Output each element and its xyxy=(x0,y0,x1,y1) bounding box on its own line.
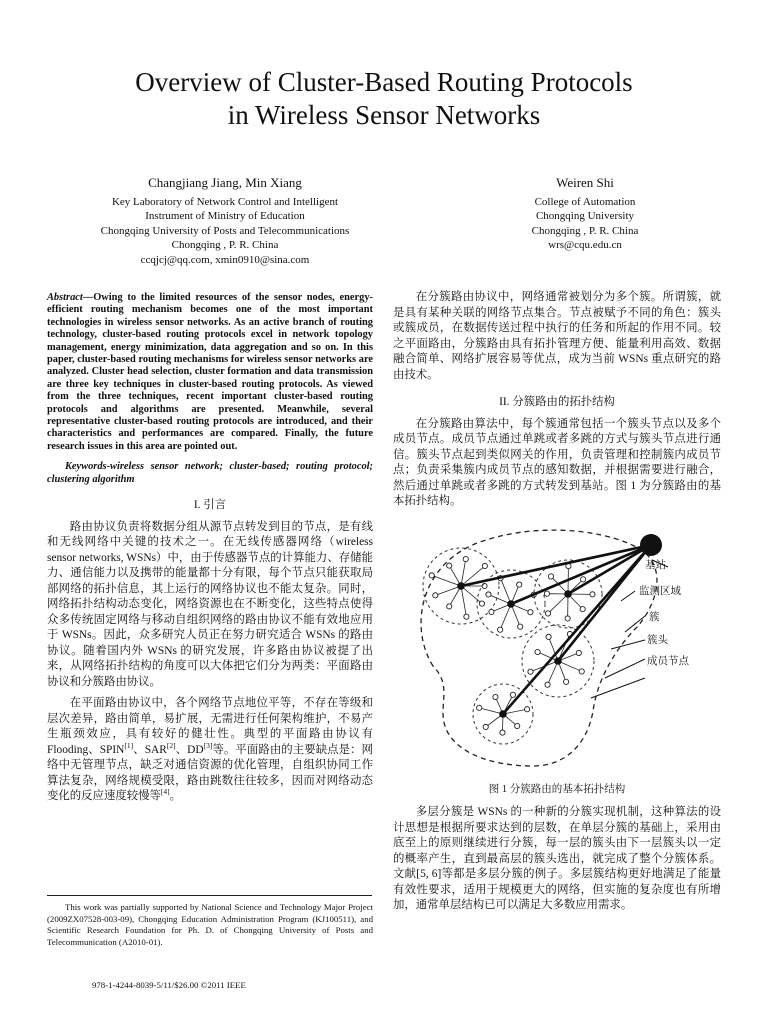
topology-paragraph-1: 在分簇路由算法中，每个簇通常包括一个簇头节点以及多个成员节点。成员节点通过单跳或者多跳的方式与簇头节点进行通信。簇头节点起到类似网关的作用，负责管理和控制簇内成员节点；负责采集簇内成员节点的感知数据，并根据需要进行融合，然后通过单跳或者多跳的方式转发到基站。图 1 为分簇路由的基本拓扑结构。 xyxy=(393,417,721,507)
member-node xyxy=(565,615,570,620)
title-line-1: Overview of Cluster-Based Routing Protocols xyxy=(135,67,633,97)
citation: [3] xyxy=(203,740,213,750)
member-node xyxy=(579,668,584,673)
affiliation-line: Chongqing University of Posts and Telecommunications xyxy=(100,224,350,237)
affiliation-line: Chongqing University xyxy=(535,210,635,222)
member-node xyxy=(433,592,438,597)
keywords: Keywords-wireless sensor network; cluster-based; routing protocol; clustering algorithm xyxy=(47,461,373,485)
member-node xyxy=(590,591,595,596)
author-email: ccqjcj@qq.com, xmin0910@sina.com xyxy=(140,253,310,266)
figure-caption: 图 1 分簇路由的基本拓扑结构 xyxy=(488,783,626,795)
author-block-left xyxy=(40,176,410,267)
abstract xyxy=(47,292,373,453)
member-node xyxy=(489,609,494,614)
member-node xyxy=(500,729,505,734)
right-paragraph-1: 在分簇路由协议中，网络通常被划分为多个簇。所谓簇，就是具有某种关联的网络节点集合。节点被赋予不同的角色：簇头或簇成员，在数据传送过程中执行的任务和所起的作用不同。较之平面路由，分簇路由具有拓扑管理方便、能量利用高效、数据融合简单、网络扩展容易等优点，成为当前 WSNs 重点研究的路由技术。 xyxy=(393,291,721,381)
member-link xyxy=(461,586,466,617)
member-node xyxy=(525,706,530,711)
pointer-line xyxy=(611,640,645,649)
member-link xyxy=(432,575,461,586)
abstract-label: Abstract xyxy=(47,292,83,303)
label-base-station: 基站 xyxy=(645,558,666,571)
member-node xyxy=(464,614,469,619)
author-block-right xyxy=(420,176,750,253)
member-node xyxy=(546,634,551,639)
member-node xyxy=(518,624,523,629)
label-cluster-head: 簇头 xyxy=(647,633,668,646)
left-column xyxy=(47,292,373,811)
member-node xyxy=(528,609,533,614)
right-column xyxy=(393,290,721,920)
citation: [4] xyxy=(160,787,170,797)
member-node xyxy=(528,669,533,674)
pointer-line xyxy=(621,591,635,601)
member-node xyxy=(479,600,484,605)
intro-paragraph-1: 路由协议负责将数据分组从源节点转发到目的节点，是有线和无线网络中关键的技术之一。在无线传感器网络（wireless sensor networks, WSNs）中，由于传感器节点的计算能力、存储能力、通信能力以及携带的能量都十分有限，每个节点只能获取局部网络的拓扑信息，其上运行的网络协议也不能太复杂。同时，网络拓扑结构动态变化，网络资源也在不断变化，这些特点使得众多传统固定网络与移动自组织网络的路由协议不能有效地应用于 WSNs。因此，众多研究人员正在努力研究适合 WSNs 的路由协议。随着国内外 WSNs 的研究发展，许多路由协议被提了出来，从网络拓扑结构的角度可以大体把它们分为两类：平面路由协议和分簇路由协议。 xyxy=(47,520,373,688)
copyright-line: 978-1-4244-8039-5/11/$26.00 ©2011 IEEE xyxy=(92,980,246,990)
label-cluster: 簇 xyxy=(649,610,660,623)
member-node xyxy=(493,694,498,699)
cluster-topology-figure xyxy=(393,516,721,776)
author-names: Changjiang Jiang, Min Xiang xyxy=(148,175,302,190)
member-node xyxy=(545,610,550,615)
member-node xyxy=(486,591,491,596)
section-heading-intro: I. 引言 xyxy=(193,499,227,512)
member-node xyxy=(463,556,468,561)
affiliation-line: Chongqing , P. R. China xyxy=(171,239,279,251)
member-node xyxy=(429,572,434,577)
label-member-node: 成员节点 xyxy=(647,654,689,667)
member-node xyxy=(581,576,586,581)
member-node xyxy=(548,573,553,578)
member-node xyxy=(563,679,568,684)
member-link xyxy=(548,594,568,613)
author-names: Weiren Shi xyxy=(556,175,614,190)
member-node xyxy=(517,581,522,586)
pointer-line xyxy=(605,659,645,678)
footnote-divider xyxy=(47,895,372,896)
member-node xyxy=(447,562,452,567)
member-node xyxy=(483,724,488,729)
footnote: This work was partially supported by National Science and Technology Major Project (2009ZX07528-003-09), Chongqing Education Administration Program (KJ100511), and Scientific Research Foundation for Ph. D. of Chongqing University of Posts and Telecommunication (A2010-01). xyxy=(47,902,373,947)
intro-paragraph-2: 在平面路由协议中，各个网络节点地位平等，不存在等级和层次差异，路由简单，易扩展，无需进行任何架构维护，不易产生瓶颈效应，具有较好的健壮性。典型的平面路由协议有 Flooding、SPIN[1]、SAR[2]、DD[3]等。平面路由的主要缺点是：网络中无管理节点，缺乏对通信资源的优化管理，自组织协同工作算法复杂，网络规模受限，路由跳数往往较多，因而对网络动态变化的反应速度较慢等[4]。 xyxy=(47,697,373,803)
member-node xyxy=(510,692,515,697)
member-node xyxy=(580,606,585,611)
abstract-text: —Owing to the limited resources of the sensor nodes, energy-efficient routing mechanism becomes one of the most important technologies in wireless sensor networks. As an active branch of routing technology, cluster-based routing protocols excel in network topology management, energy minimization, data aggregation and so on. In this paper, cluster-based routing mechanisms for wireless sensor networks are analyzed. Cluster head selection, cluster formation and data transmission are three key techniques in cluster-based routing protocols. As viewed from the three techniques, recent important cluster-based routing protocols and algorithms are presented. Meanwhile, several representative cluster-based routing protocols are introduced, and their characteristics and performances are compared. Finally, the future research issues in this area are pointed out. xyxy=(47,292,373,452)
affiliation-line: Key Laboratory of Network Control and Intelligent xyxy=(111,195,339,208)
author-email: wrs@cqu.edu.cn xyxy=(548,239,622,251)
section-heading-topology: II. 分簇路由的拓扑结构 xyxy=(499,396,615,408)
member-node xyxy=(498,627,503,632)
member-node xyxy=(482,583,487,588)
title-line-2: in Wireless Sensor Networks xyxy=(227,100,541,130)
affiliation-line: Chongqing , P. R. China xyxy=(531,224,639,237)
affiliation-line: College of Automation xyxy=(534,195,636,208)
affiliation-line: Instrument of Ministry of Education xyxy=(145,210,305,222)
member-node xyxy=(544,591,549,596)
member-node xyxy=(447,603,452,608)
topology-diagram xyxy=(393,516,721,776)
monitor-area-boundary xyxy=(421,530,657,766)
citation: [2] xyxy=(166,740,176,750)
label-monitor-area: 监测区域 xyxy=(639,584,681,597)
topology-paragraph-2: 多层分簇是 WSNs 的一种新的分簇实现机制，这种算法的设计思想是根据所要求达到的层数，在单层分簇的基础上，采用由底至上的原则继续进行分簇，每一层的簇头由下一层簇头以一定的概率产生，直到最高层的簇头选出，就完成了整个分簇体系。文献[5, 6]等都是多层分簇的例子。多层簇结构更好地满足了能量有效性要求，适用于规模更大的网络，但实施的复杂度也有所增加，通常单层结构已可以满足大多数应用需求。 xyxy=(393,806,721,911)
member-node xyxy=(477,705,482,710)
member-node xyxy=(515,723,520,728)
member-link xyxy=(461,586,482,604)
member-node xyxy=(576,650,581,655)
member-node xyxy=(535,649,540,654)
member-node xyxy=(545,682,550,687)
member-link xyxy=(461,559,466,586)
member-node xyxy=(482,563,487,568)
paper-title xyxy=(0,66,768,132)
citation: [1] xyxy=(124,740,134,750)
base-station xyxy=(640,534,662,556)
member-link xyxy=(435,586,461,595)
